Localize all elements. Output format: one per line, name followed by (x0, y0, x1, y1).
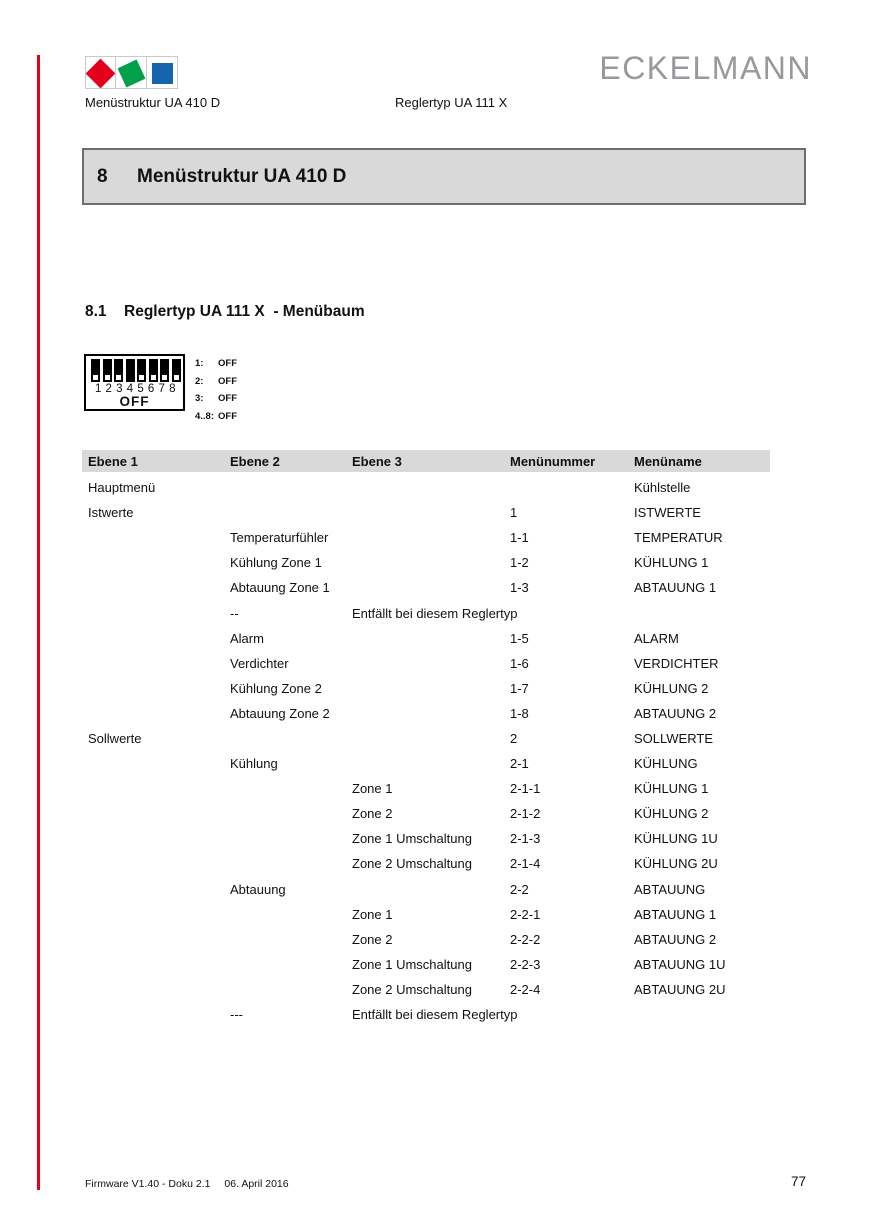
table-cell: ALARM (634, 630, 679, 646)
table-row (82, 726, 770, 751)
table-cell: SOLLWERTE (634, 730, 713, 746)
dip-switch-off-label: OFF (119, 394, 150, 409)
chapter-number: 8 (97, 165, 108, 187)
table-cell: 1-5 (510, 630, 529, 646)
table-cell: 2-2 (510, 881, 529, 897)
menu-structure-table (82, 450, 770, 1023)
table-cell: 1-8 (510, 705, 529, 721)
dip-switch-numbers: 1 2 3 4 5 6 7 8 (94, 383, 177, 395)
accent-red-bar (37, 55, 40, 1190)
dip-legend-key: 1: (195, 358, 204, 370)
dip-switch-notch (116, 375, 121, 381)
table-cell: --- (230, 1007, 243, 1023)
running-header-left: Menüstruktur UA 410 D (85, 95, 221, 110)
table-cell: Kühlung Zone 2 (230, 680, 322, 696)
table-cell: Kühlung (230, 756, 278, 772)
dip-switch-notch (162, 375, 167, 381)
table-cell: Istwerte (88, 505, 134, 521)
table-cell: 2-2-1 (510, 906, 541, 922)
footer-date: 06. April 2016 (224, 1178, 289, 1190)
table-cell: -- (230, 605, 239, 621)
table-row (82, 701, 770, 726)
dip-switch-toggle (91, 359, 100, 382)
table-row (82, 676, 770, 701)
table-row (82, 751, 770, 776)
table-header-cell: Menünummer (510, 453, 596, 469)
table-row (82, 826, 770, 851)
dip-legend-row (195, 373, 237, 391)
table-cell: 2-1-1 (510, 781, 541, 797)
section-number: 8.1 (85, 303, 107, 320)
dip-switch-notch (151, 375, 156, 381)
table-row (82, 626, 770, 651)
table-cell: 2-1-3 (510, 831, 541, 847)
table-header-cell: Ebene 1 (88, 453, 138, 469)
table-cell: 1-2 (510, 555, 529, 571)
logo-green-square-icon (116, 56, 147, 89)
table-cell: KÜHLUNG 2 (634, 806, 709, 822)
table-cell: Zone 1 Umschaltung (352, 956, 472, 972)
table-cell: Kühlstelle (634, 480, 691, 496)
table-cell: Kühlung Zone 1 (230, 555, 322, 571)
menu-table-header (82, 450, 770, 472)
table-cell: Temperaturfühler (230, 530, 329, 546)
table-cell: KÜHLUNG 1 (634, 781, 709, 797)
table-cell: ABTAUUNG 2 (634, 931, 717, 947)
dip-switch-toggle (126, 359, 135, 382)
table-cell: Sollwerte (88, 730, 142, 746)
dip-switch-notch (139, 375, 144, 381)
table-cell: Zone 1 (352, 781, 393, 797)
table-row (82, 877, 770, 902)
dip-switch-toggle (160, 359, 169, 382)
table-cell: 1-6 (510, 655, 529, 671)
table-cell: KÜHLUNG 2 (634, 680, 709, 696)
table-cell: TEMPERATUR (634, 530, 723, 546)
dip-legend-value: OFF (218, 410, 237, 422)
table-cell: KÜHLUNG 1U (634, 831, 718, 847)
running-header-right: Reglertyp UA 111 X (395, 95, 508, 110)
table-cell: 2-1-4 (510, 856, 541, 872)
table-cell: ABTAUUNG (634, 881, 706, 897)
table-cell: KÜHLUNG 1 (634, 555, 709, 571)
section-heading (85, 303, 365, 321)
table-cell: Zone 2 (352, 806, 393, 822)
dip-legend-key: 3: (195, 393, 204, 405)
dip-switch-toggle (137, 359, 146, 382)
dip-switch-toggle (149, 359, 158, 382)
chapter-heading (82, 148, 806, 205)
dip-switch-toggle (103, 359, 112, 382)
table-cell: Entfällt bei diesem Reglertyp (352, 1007, 518, 1023)
table-cell: 2-2-2 (510, 931, 541, 947)
table-row (82, 851, 770, 876)
dip-switch-row (91, 359, 181, 382)
chapter-title: Menüstruktur UA 410 D (137, 165, 347, 187)
table-row (82, 525, 770, 550)
dip-legend-key: 2: (195, 375, 204, 387)
table-cell: ISTWERTE (634, 505, 701, 521)
table-cell: Abtauung Zone 1 (230, 580, 330, 596)
table-cell: Abtauung (230, 881, 286, 897)
dip-switch-notch (174, 375, 179, 381)
table-cell: ABTAUUNG 2 (634, 705, 717, 721)
dip-legend (195, 355, 237, 425)
table-cell: Verdichter (230, 655, 289, 671)
table-row (82, 801, 770, 826)
table-cell: Hauptmenü (88, 480, 156, 496)
table-row (82, 500, 770, 525)
table-row (82, 776, 770, 801)
table-cell: 2-1 (510, 756, 529, 772)
table-cell: 1-3 (510, 580, 529, 596)
table-row (82, 902, 770, 927)
table-cell: Zone 1 Umschaltung (352, 831, 472, 847)
table-cell: Alarm (230, 630, 264, 646)
table-row (82, 575, 770, 600)
table-cell: Zone 2 (352, 931, 393, 947)
footer-version: Firmware V1.40 - Doku 2.1 (85, 1178, 211, 1190)
dip-switch-figure (84, 354, 185, 411)
menu-table-body (82, 475, 770, 1027)
section-title: Reglertyp UA 111 X - Menübaum (124, 303, 365, 320)
table-cell: 2 (510, 730, 518, 746)
table-cell: 1-7 (510, 680, 529, 696)
dip-legend-value: OFF (218, 358, 237, 370)
running-header (85, 95, 785, 110)
table-cell: VERDICHTER (634, 655, 719, 671)
table-cell: ABTAUUNG 1U (634, 956, 726, 972)
table-row (82, 927, 770, 952)
brand-wordmark: ECKELMANN (599, 50, 812, 86)
table-row (82, 600, 770, 625)
table-row (82, 550, 770, 575)
table-cell: Zone 1 (352, 906, 393, 922)
table-row (82, 475, 770, 500)
table-cell: ABTAUUNG 1 (634, 906, 717, 922)
dip-legend-row (195, 390, 237, 408)
dip-legend-value: OFF (218, 393, 237, 405)
table-row (82, 1002, 770, 1027)
table-cell: 1 (510, 505, 518, 521)
dip-legend-key: 4..8: (195, 410, 215, 422)
dip-legend-row (195, 408, 237, 426)
table-row (82, 952, 770, 977)
table-cell: ABTAUUNG 2U (634, 981, 726, 997)
footer (85, 1178, 805, 1190)
table-header-cell: Ebene 3 (352, 453, 402, 469)
dip-legend-value: OFF (218, 375, 237, 387)
table-cell: 2-2-3 (510, 956, 541, 972)
table-row (82, 977, 770, 1002)
eckelmann-logo (85, 56, 178, 89)
table-cell: Zone 2 Umschaltung (352, 856, 472, 872)
table-cell: 2-2-4 (510, 981, 541, 997)
table-cell: Abtauung Zone 2 (230, 705, 330, 721)
table-row (82, 651, 770, 676)
logo-red-diamond-icon (85, 56, 116, 89)
table-header-cell: Menüname (634, 453, 702, 469)
dip-switch-toggle (114, 359, 123, 382)
table-cell: KÜHLUNG (634, 756, 698, 772)
table-cell: Entfällt bei diesem Reglertyp (352, 605, 518, 621)
dip-switch-notch (105, 375, 110, 381)
table-cell: 2-1-2 (510, 806, 541, 822)
table-cell: 1-1 (510, 530, 529, 546)
table-cell: Zone 2 Umschaltung (352, 981, 472, 997)
logo-blue-square-icon (147, 56, 178, 89)
table-cell: ABTAUUNG 1 (634, 580, 717, 596)
dip-legend-row (195, 355, 237, 373)
table-header-cell: Ebene 2 (230, 453, 280, 469)
dip-switch-notch (93, 375, 98, 381)
page-number: 77 (790, 1174, 806, 1189)
dip-switch-toggle (172, 359, 181, 382)
table-cell: KÜHLUNG 2U (634, 856, 718, 872)
